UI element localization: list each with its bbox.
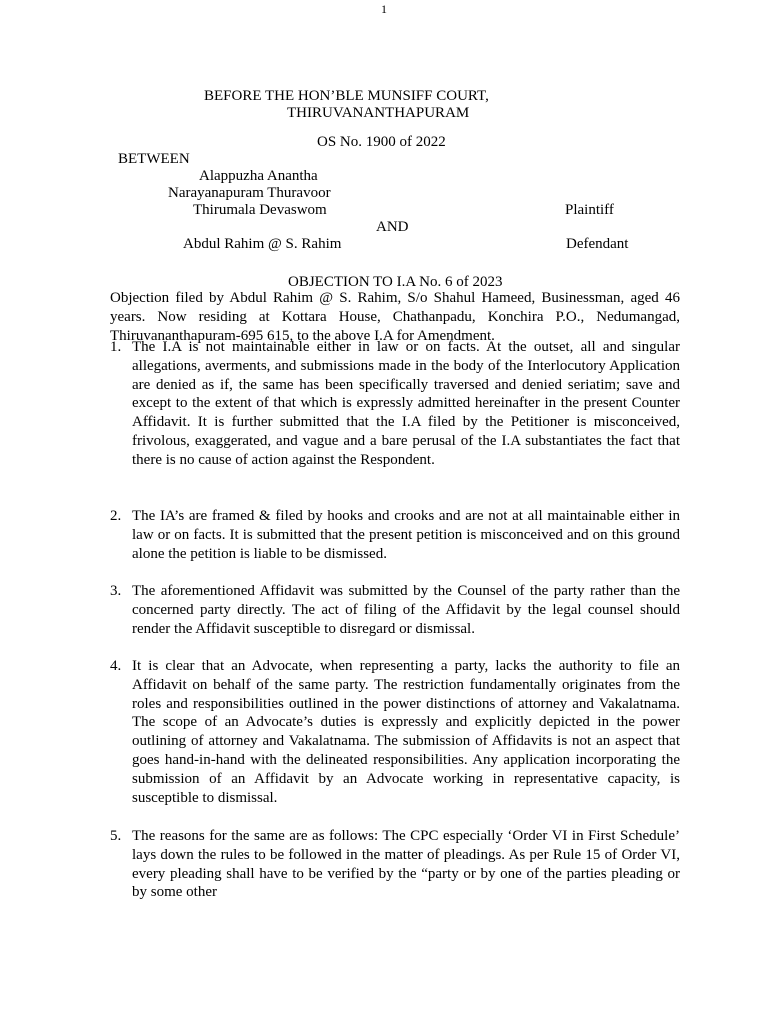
point-number: 5.: [110, 828, 122, 844]
between-label: BETWEEN: [118, 151, 190, 167]
plaintiff-name-line2: Narayanapuram Thuravoor: [168, 185, 331, 201]
point-text: The aforementioned Affidavit was submitted by the Counsel of the party rather than the concerned party directly. The act of filing of the Affidavit by the legal counsel should render the Affidavit susceptible to disregard or dismissal.: [132, 583, 680, 637]
point-text: The IA’s are framed & filed by hooks and crooks and are not at all maintainable either in law or on facts. It is submitted that the present petition is misconceived and on this ground alone the petition is liable to be dismissed.: [132, 508, 680, 562]
list-item: [110, 338, 680, 470]
point-text: It is clear that an Advocate, when representing a party, lacks the authority to file an Affidavit on behalf of the same party. The restriction fundamentally originates from the roles and responsibilities outlined in the power distinctions of attorney and Vakalatnama. The scope of an Advocate’s duties is expressly and explicitly depicted in the power outlining of attorney and Vakalatnama. The submission of Affidavits is not an aspect that goes hand-in-hand with the delineated responsibilities. Any application incorporating the submission of an Affidavit by an Advocate working in representative capacity, is susceptible to dismissal.: [132, 658, 680, 806]
objection-title: OBJECTION TO I.A No. 6 of 2023: [288, 274, 503, 290]
list-item: [110, 582, 680, 638]
list-item: [110, 827, 680, 902]
point-number: 2.: [110, 508, 122, 524]
defendant-name: Abdul Rahim @ S. Rahim: [183, 236, 342, 252]
court-title-line2: THIRUVANANTHAPURAM: [287, 105, 470, 121]
court-title-line1: BEFORE THE HON’BLE MUNSIFF COURT,: [204, 88, 489, 104]
plaintiff-name-line3: Thirumala Devaswom: [193, 202, 327, 218]
point-text: The I.A is not maintainable either in law or on facts. At the outset, all and singular allegations, averments, and submissions made in the body of the Interlocutory Application are denied as if, the same has been specifically traversed and denied seriatim; save and except to the extent of that which is expressly admitted hereinafter in the present Counter Affidavit. It is further submitted that the I.A filed by the Petitioner is misconceived, frivolous, exaggerated, and vague and a bare perusal of the I.A substantiates the fact that there is no cause of action against the Respondent.: [132, 339, 680, 468]
list-item: [110, 507, 680, 563]
page-number: 1: [381, 2, 387, 16]
intro-paragraph: Objection filed by Abdul Rahim @ S. Rahim, S/o Shahul Hameed, Businessman, aged 46 years. Now residing at Kottara House, Chathanpadu, Konchira P.O., Nedumangad, Thiruvananthapuram-695 615, to the above I.A for Amendment.: [110, 290, 680, 344]
and-label: AND: [376, 219, 409, 235]
point-number: 4.: [110, 658, 122, 674]
defendant-role: Defendant: [566, 236, 629, 252]
point-number: 3.: [110, 583, 122, 599]
plaintiff-name-line1: Alappuzha Anantha: [199, 168, 318, 184]
list-item: [110, 657, 680, 807]
point-text: The reasons for the same are as follows: The CPC especially ‘Order VI in First Schedule’ lays down the rules to be followed in the matter of pleadings. As per Rule 15 of Order VI, every pleading shall have to be verified by the “party or by one of the parties pleading or by some other: [132, 828, 680, 901]
case-number: OS No. 1900 of 2022: [317, 134, 446, 150]
plaintiff-role: Plaintiff: [565, 202, 614, 218]
point-number: 1.: [110, 339, 122, 355]
